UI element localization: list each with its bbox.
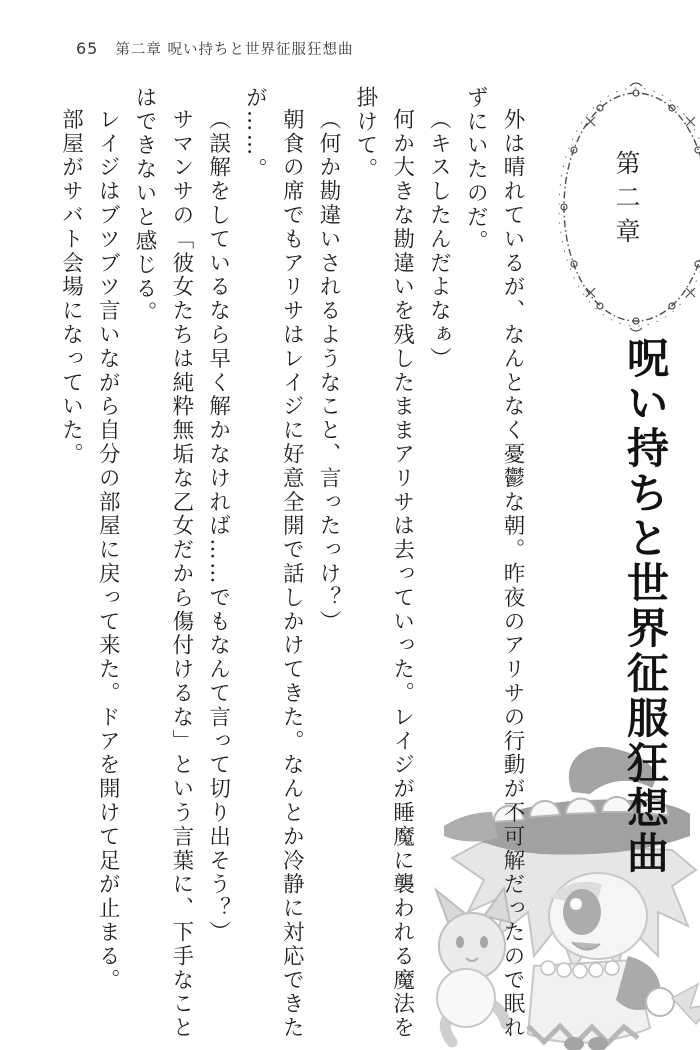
paragraph-6: （誤解をしているなら早く解かなければ……でもなんて言って切り出そう？）	[205, 107, 231, 944]
body-text	[52, 86, 530, 1048]
running-header	[76, 38, 353, 59]
paragraph-9: 部屋がサバト会場になっていた。	[58, 107, 84, 466]
paragraph-1: 外は晴れているが、なんとなく憂鬱な朝。昨夜のアリサの行動が不可解だったので眠れずにいたのだ。	[463, 86, 525, 1040]
page-number: 65	[76, 39, 99, 58]
paragraph-8: レイジはブツブツ言いながら自分の部屋に戻って来た。ドアを開けて足が止まる。	[95, 107, 121, 992]
paragraph-2: （キスしたんだよなぁ）	[426, 107, 452, 371]
paragraph-4: （何か勘違いされるようなこと、言ったっけ？）	[316, 107, 342, 634]
paragraph-5: 朝食の席でもアリサはレイジに好意全開で話しかけてきた。なんとか冷静に対応できたが……。	[242, 86, 305, 1040]
chapter-number-label: 第二章	[612, 150, 641, 252]
chapter-title: 呪い持ちと世界征服狂想曲	[621, 336, 670, 876]
paragraph-3: 何か大きな勘違いを残したままアリサは去っていった。レイジが睡魔に襲われる魔法を掛けて。	[352, 86, 415, 1040]
paragraph-7: サマンサの「彼女たちは純粋無垢な乙女だから傷付けるな」という言葉に、下手なことはできないと感じる。	[132, 86, 194, 1040]
dress	[528, 956, 700, 1050]
face	[549, 873, 647, 959]
running-header-title: 第二章 呪い持ちと世界征服狂想曲	[115, 42, 354, 58]
